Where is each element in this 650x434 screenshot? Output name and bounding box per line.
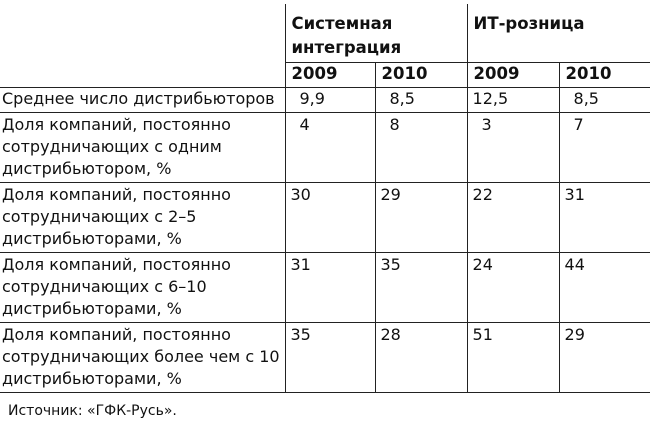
table-cell: 31	[559, 183, 650, 253]
table-cell: 12,5	[467, 88, 559, 113]
row-label: Доля компаний, постоянно сотрудничающих с одним дистрибьютором, %	[0, 113, 285, 183]
table-cell: 8,5	[559, 88, 650, 113]
table-row	[0, 88, 650, 113]
group-header-it-retail: ИТ-розница	[467, 4, 650, 63]
table-cell: 35	[285, 323, 375, 393]
year-header: 2009	[467, 63, 559, 88]
table-row	[0, 253, 650, 323]
corner-cell	[0, 4, 285, 63]
year-header-row	[0, 63, 650, 88]
table-cell: 29	[375, 183, 467, 253]
row-label: Доля компаний, постоянно сотрудничающих с 2–5 дистрибьюторами, %	[0, 183, 285, 253]
table-cell: 4	[285, 113, 375, 183]
year-corner-cell	[0, 63, 285, 88]
year-header: 2010	[559, 63, 650, 88]
group-header-row	[0, 4, 650, 63]
row-label: Среднее число дистрибьюторов	[0, 88, 285, 113]
data-table-wrapper	[0, 4, 650, 393]
table-cell: 30	[285, 183, 375, 253]
year-header: 2010	[375, 63, 467, 88]
table-row	[0, 113, 650, 183]
table-cell: 22	[467, 183, 559, 253]
table-cell: 8	[375, 113, 467, 183]
table-cell: 7	[559, 113, 650, 183]
table-row	[0, 323, 650, 393]
table-cell: 24	[467, 253, 559, 323]
table-cell: 31	[285, 253, 375, 323]
table-cell: 3	[467, 113, 559, 183]
table-cell: 51	[467, 323, 559, 393]
distributors-table	[0, 4, 650, 393]
table-cell: 35	[375, 253, 467, 323]
table-cell: 29	[559, 323, 650, 393]
source-note: Источник: «ГФК-Русь».	[8, 403, 177, 419]
table-cell: 9,9	[285, 88, 375, 113]
row-label: Доля компаний, постоянно сотрудничающих с 6–10 дистрибьюторами, %	[0, 253, 285, 323]
year-header: 2009	[285, 63, 375, 88]
group-header-system-integration: Системная интеграция	[285, 4, 467, 63]
table-row	[0, 183, 650, 253]
row-label: Доля компаний, постоянно сотрудничающих более чем с 10 дистрибьюторами, %	[0, 323, 285, 393]
table-cell: 44	[559, 253, 650, 323]
table-cell: 8,5	[375, 88, 467, 113]
table-cell: 28	[375, 323, 467, 393]
